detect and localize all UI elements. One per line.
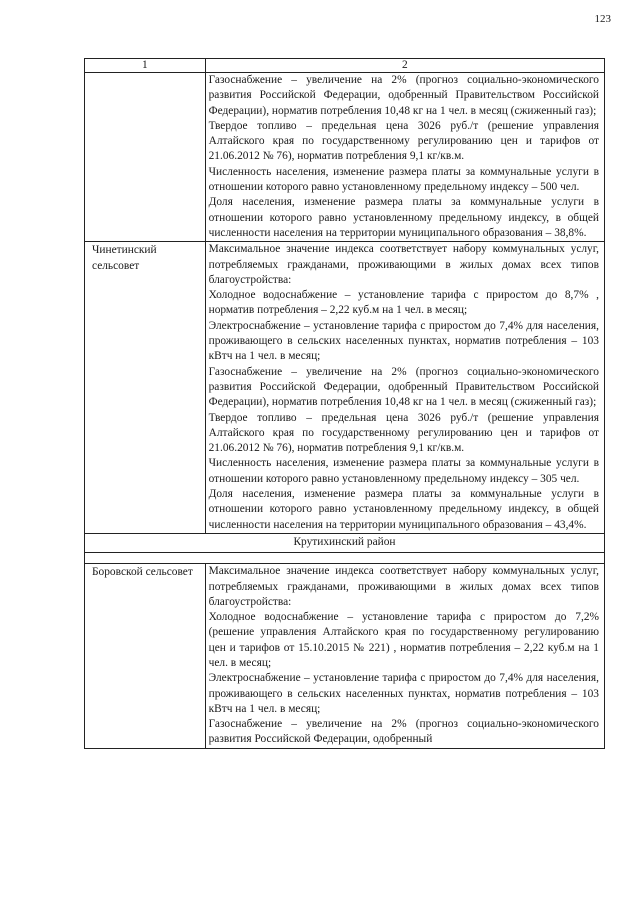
paragraph-population: Численность населения, изменение размера платы за коммунальные услуги в отношении которого равно установленному предельному индексу – 305 чел. <box>208 457 599 485</box>
indicator-description <box>205 242 604 534</box>
district-heading: Крутихинский район <box>85 533 605 552</box>
paragraph-gas: Газоснабжение – увеличение на 2% (прогноз социально-экономического развития Российской Федерации, одобренный <box>208 718 599 746</box>
municipality-name: Боровской сельсовет <box>85 564 206 749</box>
column-header-1: 1 <box>85 59 206 73</box>
paragraph-electricity: Электроснабжение – установление тарифа с приростом до 7,4% для населения, проживающего в сельских населенных пунктах, норматив потребления – 103 кВтч на 1 чел. в месяц; <box>208 319 599 363</box>
indicator-description <box>205 564 604 749</box>
spacer-cell <box>85 553 605 564</box>
district-heading-row <box>85 533 605 552</box>
tariff-index-table <box>84 58 605 749</box>
paragraph-index-intro: Максимальное значение индекса соответствует набору коммунальных услуг, потребляемых гражданами, проживающими в жилых домах всех типов благоустройства: <box>208 565 599 608</box>
paragraph-population-share: Доля населения, изменение размера платы за коммунальные услуги в отношении которого равно установленному предельному индексу, в общей численности населения на территории муниципального образования – 38,8%. <box>208 196 599 239</box>
paragraph-electricity: Электроснабжение – установление тарифа с приростом до 7,4% для населения, проживающего в сельских населенных пунктах, норматив потребления – 103 кВтч на 1 чел. в месяц; <box>208 672 599 715</box>
municipality-name <box>85 73 206 242</box>
municipality-name: Чинетинский сельсовет <box>85 242 206 534</box>
page-number: 123 <box>594 13 611 25</box>
paragraph-index-intro: Максимальное значение индекса соответствует набору коммунальных услуг, потребляемых гражданами, проживающими в жилых домах всех типов благоустройства: <box>208 243 599 286</box>
table-header-row <box>85 59 605 73</box>
paragraph-gas: Газоснабжение – увеличение на 2% (прогноз социально-экономического развития Российской Федерации, одобренный Правительством Российской Федерации), норматив потребления 10,48 кг на 1 чел. в месяц (сжиженный газ); <box>208 74 599 117</box>
paragraph-solid-fuel: Твердое топливо – предельная цена 3026 руб./т (решение управления Алтайского края по государственному регулированию цен и тарифов от 21.06.2012 № 76), норматив потребления 9,1 кг/кв.м. <box>208 411 599 455</box>
paragraph-population: Численность населения, изменение размера платы за коммунальные услуги в отношении которого равно установленному предельному индексу – 500 чел. <box>208 165 599 194</box>
table-row <box>85 73 605 242</box>
indicator-description <box>205 73 604 242</box>
table-row <box>85 564 605 749</box>
district-spacer-row <box>85 553 605 564</box>
paragraph-gas: Газоснабжение – увеличение на 2% (прогноз социально-экономического развития Российской Федерации, одобренный Правительством Российской Федерации), норматив потребления 10,48 кг на 1 чел. в месяц (сжиженный газ); <box>208 365 599 409</box>
paragraph-solid-fuel: Твердое топливо – предельная цена 3026 руб./т (решение управления Алтайского края по государственному регулированию цен и тарифов от 21.06.2012 № 76), норматив потребления 9,1 кг/кв.м. <box>208 119 599 163</box>
table-row <box>85 242 605 534</box>
column-header-2: 2 <box>205 59 604 73</box>
paragraph-cold-water: Холодное водоснабжение – установление тарифа с приростом до 8,7% , норматив потребления – 2,22 куб.м на 1 чел. в месяц; <box>208 289 599 317</box>
paragraph-population-share: Доля населения, изменение размера платы за коммунальные услуги в отношении которого равно установленному предельному индексу, в общей численности населения на территории муниципального образования – 43,4%. <box>208 488 599 531</box>
paragraph-cold-water: Холодное водоснабжение – установление тарифа с приростом до 7,2% (решение управления Алтайского края по государственному регулированию цен и тарифов от 15.10.2015 № 221) , норматив потребления – 2,22 куб.м на 1 чел. в месяц; <box>208 611 599 669</box>
